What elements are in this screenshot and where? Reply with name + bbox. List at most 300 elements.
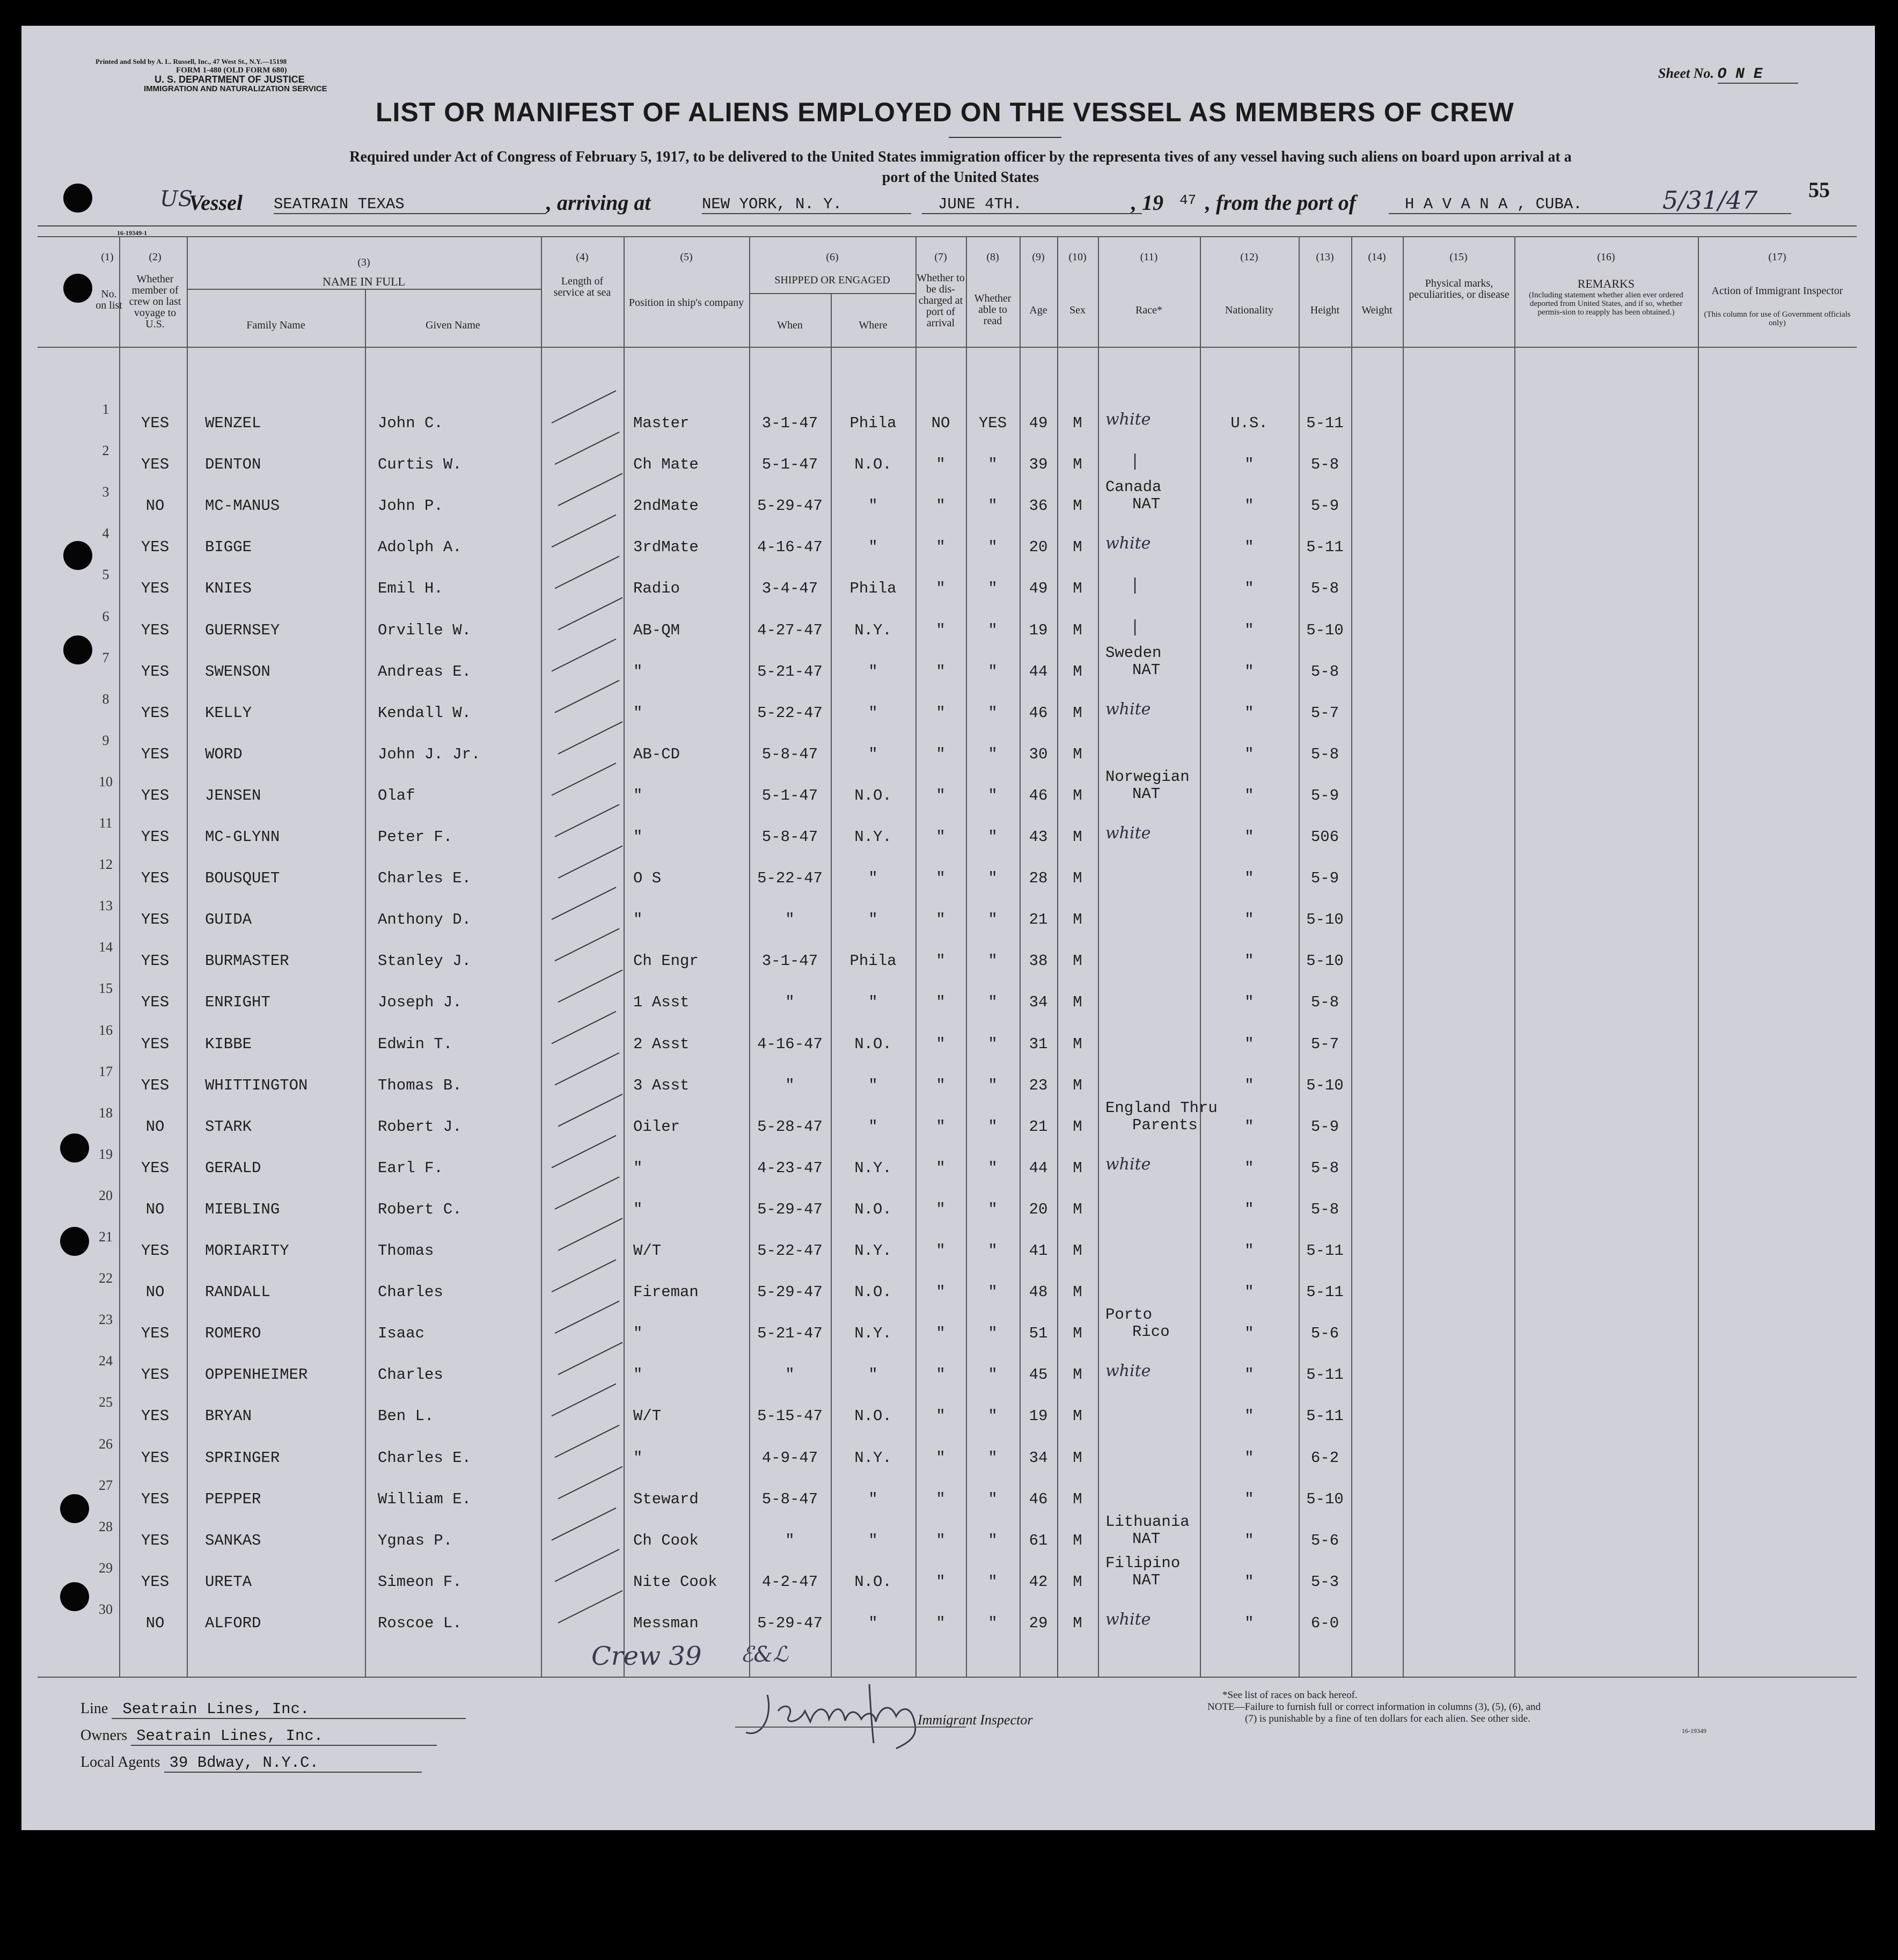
length-of-service-marks xyxy=(541,348,624,1677)
cell-sex: M xyxy=(1073,662,1082,681)
table-row xyxy=(21,1099,1875,1146)
cell-family: URETA xyxy=(205,1573,252,1591)
cell-height: 5-11 xyxy=(1306,538,1344,557)
cell-member: YES xyxy=(141,704,170,722)
col-action: Action of Immigrant Inspector xyxy=(1711,285,1843,297)
cell-age: 23 xyxy=(1029,1076,1048,1094)
cell-sex: M xyxy=(1073,745,1082,763)
cell-height: 5-10 xyxy=(1306,911,1344,929)
cell-race: white xyxy=(1105,824,1151,843)
cell-when: " xyxy=(785,911,795,929)
cell-age: 41 xyxy=(1029,1242,1048,1260)
col-age: Age xyxy=(1029,304,1047,316)
cell-race: | xyxy=(1132,451,1138,471)
row-number: 30 xyxy=(99,1601,113,1617)
cell-when: 5-29-47 xyxy=(757,497,823,515)
cell-given: Charles xyxy=(378,1366,443,1384)
cell-race: white xyxy=(1105,1154,1151,1174)
cell-race: | xyxy=(1132,575,1138,595)
cell-given: Charles E. xyxy=(378,1449,472,1467)
cell-when: 4-16-47 xyxy=(757,538,823,557)
service-slash-mark xyxy=(555,556,619,588)
cell-given: Charles E. xyxy=(378,869,472,888)
cell-sex: M xyxy=(1073,497,1082,515)
row-number: 29 xyxy=(99,1560,113,1576)
cell-family: KNIES xyxy=(205,580,252,598)
cell-given: Robert C. xyxy=(378,1200,462,1218)
cell-nationality: " xyxy=(1244,621,1254,639)
col-nationality: Nationality xyxy=(1225,304,1273,316)
row-number: 16 xyxy=(99,1022,113,1038)
cell-family: RANDALL xyxy=(205,1283,270,1301)
cell-family: DENTON xyxy=(205,456,261,474)
cell-nationality: " xyxy=(1244,1407,1254,1425)
cell-race: Filipino NAT xyxy=(1105,1554,1181,1589)
cell-height: 5-7 xyxy=(1310,1035,1339,1053)
cell-age: 46 xyxy=(1029,704,1048,722)
service-slash-mark xyxy=(555,805,619,837)
cell-given: Earl F. xyxy=(378,1159,443,1177)
line-value: Seatrain Lines, Inc. xyxy=(112,1700,466,1719)
cell-discharged: " xyxy=(936,1573,946,1591)
cell-when: 5-28-47 xyxy=(757,1117,823,1136)
cell-age: 29 xyxy=(1029,1614,1048,1632)
cell-family: WORD xyxy=(205,745,243,763)
cell-discharged: " xyxy=(936,745,946,763)
service-slash-mark xyxy=(558,970,622,1002)
cell-given: Ygnas P. xyxy=(378,1531,453,1549)
cell-nationality: " xyxy=(1244,1076,1254,1094)
cell-when: 4-23-47 xyxy=(757,1159,823,1177)
cell-age: 49 xyxy=(1029,580,1048,598)
cell-nationality: " xyxy=(1244,1200,1254,1218)
owners-label: Owners xyxy=(80,1727,128,1744)
row-number: 12 xyxy=(99,857,113,873)
cell-discharged: " xyxy=(936,704,946,722)
cell-position: Fireman xyxy=(633,1283,699,1301)
cell-discharged: " xyxy=(936,1614,946,1632)
cell-given: Kendall W. xyxy=(378,704,472,722)
cell-given: Peter F. xyxy=(378,828,453,846)
cell-read: " xyxy=(988,1490,998,1508)
punch-hole xyxy=(63,274,92,303)
cell-read: " xyxy=(988,993,998,1012)
cell-given: Isaac xyxy=(378,1325,425,1343)
service-slash-mark xyxy=(555,681,619,713)
cell-read: " xyxy=(988,1614,998,1632)
col-action-note: (This column for use of Government officials only) xyxy=(1704,310,1851,327)
cell-given: Anthony D. xyxy=(378,911,472,929)
cell-where: Phila xyxy=(849,414,897,432)
service-slash-mark xyxy=(555,928,619,961)
row-number: 13 xyxy=(99,898,113,914)
cell-height: 5-7 xyxy=(1310,704,1339,722)
cell-sex: M xyxy=(1073,538,1082,557)
cell-height: 506 xyxy=(1310,828,1339,846)
cell-when: " xyxy=(785,1076,795,1094)
cell-position: O S xyxy=(633,869,662,888)
cell-nationality: " xyxy=(1244,538,1254,557)
cell-discharged: " xyxy=(936,538,946,557)
cell-given: Thomas xyxy=(378,1242,434,1260)
service-slash-mark xyxy=(558,1342,622,1374)
cell-read: " xyxy=(988,1035,998,1053)
col-family-name: Family Name xyxy=(246,319,305,331)
cell-discharged: " xyxy=(936,869,946,888)
crew-note-initials: ℰ&ℒ xyxy=(741,1642,788,1667)
col-weight: Weight xyxy=(1361,304,1393,316)
cell-nationality: " xyxy=(1244,828,1254,846)
table-row xyxy=(21,898,1875,939)
row-number: 8 xyxy=(102,691,109,707)
owners-value: Seatrain Lines, Inc. xyxy=(131,1727,437,1746)
form-header xyxy=(96,57,428,93)
cell-sex: M xyxy=(1073,1117,1082,1136)
cell-nationality: " xyxy=(1244,869,1254,888)
cell-sex: M xyxy=(1073,828,1082,846)
cell-family: BURMASTER xyxy=(205,952,289,970)
cell-age: 44 xyxy=(1029,1159,1048,1177)
cell-position: " xyxy=(633,1159,643,1177)
cell-member: YES xyxy=(141,952,170,970)
cell-nationality: " xyxy=(1244,580,1254,598)
cell-member: YES xyxy=(141,456,170,474)
row-number: 24 xyxy=(99,1353,113,1369)
cell-when: 4-2-47 xyxy=(761,1573,818,1591)
cell-read: " xyxy=(988,1407,998,1425)
row-number: 15 xyxy=(99,981,113,997)
cell-age: 30 xyxy=(1029,745,1048,763)
cell-member: NO xyxy=(145,1117,165,1136)
cell-position: Master xyxy=(633,414,690,432)
cell-read: " xyxy=(988,786,998,805)
cell-member: YES xyxy=(141,745,170,763)
cell-height: 5-9 xyxy=(1310,786,1339,805)
cell-family: MC-MANUS xyxy=(205,497,280,515)
col-race: Race* xyxy=(1135,304,1162,316)
cell-given: Joseph J. xyxy=(378,993,462,1012)
cell-sex: M xyxy=(1073,1035,1082,1053)
cell-position: " xyxy=(633,662,643,681)
cell-given: Emil H. xyxy=(378,580,443,598)
cell-height: 5-8 xyxy=(1310,662,1339,681)
table-row xyxy=(21,767,1875,815)
cell-age: 48 xyxy=(1029,1283,1048,1301)
cell-when: 5-29-47 xyxy=(757,1614,823,1632)
cell-read: " xyxy=(988,1531,998,1549)
cell-age: 42 xyxy=(1029,1573,1048,1591)
cell-age: 21 xyxy=(1029,911,1048,929)
service-slash-mark xyxy=(558,1218,622,1250)
service-slash-mark xyxy=(558,846,622,878)
cell-height: 6-2 xyxy=(1310,1449,1339,1467)
table-row xyxy=(21,1146,1875,1187)
cell-nationality: " xyxy=(1244,1531,1254,1549)
service-slash-mark xyxy=(552,1508,616,1540)
cell-member: YES xyxy=(141,538,170,557)
service-slash-mark xyxy=(552,1384,616,1416)
cell-when: 3-4-47 xyxy=(761,580,818,598)
service-slash-mark xyxy=(552,1012,616,1044)
cell-member: YES xyxy=(141,1242,170,1260)
cell-position: Ch Mate xyxy=(633,456,699,474)
row-number: 19 xyxy=(99,1146,113,1162)
cell-family: KELLY xyxy=(205,704,252,722)
cell-read: " xyxy=(988,497,998,515)
cell-nationality: " xyxy=(1244,456,1254,474)
cell-nationality: " xyxy=(1244,1449,1254,1467)
cell-family: ROMERO xyxy=(205,1325,261,1343)
cell-read: " xyxy=(988,621,998,639)
cell-member: YES xyxy=(141,1531,170,1549)
cell-sex: M xyxy=(1073,1076,1082,1094)
row-number: 1 xyxy=(102,401,109,417)
cell-discharged: " xyxy=(936,1076,946,1094)
cell-read: " xyxy=(988,704,998,722)
cell-race: Lithuania NAT xyxy=(1105,1512,1190,1548)
cell-where: N.O. xyxy=(854,1283,892,1301)
table-row xyxy=(21,1436,1875,1477)
cell-discharged: " xyxy=(936,1531,946,1549)
service-slash-mark xyxy=(555,1177,619,1209)
row-number: 18 xyxy=(99,1105,113,1121)
cell-when: 5-1-47 xyxy=(761,786,818,805)
cell-age: 28 xyxy=(1029,869,1048,888)
row-number: 6 xyxy=(102,608,109,624)
cell-where: N.O. xyxy=(854,1407,892,1425)
cell-where: N.Y. xyxy=(854,1242,892,1260)
cell-read: " xyxy=(988,745,998,763)
cell-member: YES xyxy=(141,1159,170,1177)
table-row xyxy=(21,567,1875,608)
col-sex: Sex xyxy=(1069,304,1086,316)
cell-where: " xyxy=(868,704,878,722)
cell-discharged: " xyxy=(936,911,946,929)
cell-family: GUERNSEY xyxy=(205,621,280,639)
cell-age: 61 xyxy=(1029,1531,1048,1549)
cell-age: 51 xyxy=(1029,1325,1048,1343)
cell-height: 5-8 xyxy=(1310,993,1339,1012)
page-title: LIST OR MANIFEST OF ALIENS EMPLOYED ON THE VESSEL AS MEMBERS OF CREW xyxy=(376,97,1514,127)
cell-member: YES xyxy=(141,786,170,805)
row-number: 4 xyxy=(102,525,109,542)
cell-height: 5-10 xyxy=(1306,1076,1344,1094)
cell-nationality: " xyxy=(1244,1325,1254,1343)
cell-read: " xyxy=(988,1283,998,1301)
cell-race: England Thru Parents xyxy=(1105,1099,1218,1134)
cell-discharged: " xyxy=(936,1325,946,1343)
cell-family: KIBBE xyxy=(205,1035,252,1053)
cell-where: Phila xyxy=(849,952,897,970)
col-member: Whether member of crew on last voyage to U.S. xyxy=(129,273,181,330)
cell-position: 3 Asst xyxy=(633,1076,690,1094)
cell-sex: M xyxy=(1073,1159,1082,1177)
col-position: Position in ship's company xyxy=(628,297,744,309)
cell-family: MIEBLING xyxy=(205,1200,280,1218)
cell-given: Thomas B. xyxy=(378,1076,462,1094)
cell-age: 20 xyxy=(1029,538,1048,557)
cell-member: YES xyxy=(141,911,170,929)
cell-position: W/T xyxy=(633,1407,662,1425)
row-number: 27 xyxy=(99,1477,113,1493)
cell-discharged: " xyxy=(936,786,946,805)
cell-given: John P. xyxy=(378,497,443,515)
cell-read: " xyxy=(988,1242,998,1260)
cell-height: 5-11 xyxy=(1306,414,1344,432)
vessel-label: Vessel xyxy=(189,191,243,215)
cell-member: NO xyxy=(145,1200,165,1218)
cell-read: " xyxy=(988,1573,998,1591)
cell-discharged: " xyxy=(936,456,946,474)
table-row xyxy=(21,1022,1875,1063)
cell-family: ALFORD xyxy=(205,1614,261,1632)
cell-discharged: NO xyxy=(931,414,950,432)
col-discharged: Whether to be dis-charged at port of arrival xyxy=(917,272,965,329)
cell-position: Ch Cook xyxy=(633,1531,699,1549)
cell-position: AB-CD xyxy=(633,745,680,763)
cell-age: 38 xyxy=(1029,952,1048,970)
cell-sex: M xyxy=(1073,911,1082,929)
cell-discharged: " xyxy=(936,1366,946,1384)
cell-discharged: " xyxy=(936,1449,946,1467)
cell-where: " xyxy=(868,1490,878,1508)
cell-member: YES xyxy=(141,1490,170,1508)
cell-given: John J. Jr. xyxy=(378,745,481,763)
cell-discharged: " xyxy=(936,1200,946,1218)
cell-race: white xyxy=(1105,699,1151,719)
cell-height: 5-11 xyxy=(1306,1242,1344,1260)
cell-race: Norwegian NAT xyxy=(1105,767,1190,803)
crew-count-note: Crew 39 xyxy=(591,1641,702,1671)
cell-position: 2ndMate xyxy=(633,497,699,515)
table-row xyxy=(21,981,1875,1021)
cell-race: Canada NAT xyxy=(1105,478,1162,514)
cell-given: Roscoe L. xyxy=(378,1614,462,1632)
service-slash-mark xyxy=(558,722,622,754)
cell-family: WHITTINGTON xyxy=(205,1076,308,1094)
cell-nationality: " xyxy=(1244,993,1254,1012)
cell-height: 5-10 xyxy=(1306,1490,1344,1508)
cell-nationality: " xyxy=(1244,1117,1254,1136)
cell-age: 44 xyxy=(1029,662,1048,681)
handwritten-date: 5/31/47 xyxy=(1662,186,1758,215)
row-number: 20 xyxy=(99,1187,113,1203)
col-when: When xyxy=(777,319,803,331)
cell-where: N.O. xyxy=(854,1200,892,1218)
cell-height: 5-3 xyxy=(1310,1573,1339,1591)
agents-value: 39 Bdway, N.Y.C. xyxy=(164,1754,422,1773)
cell-discharged: " xyxy=(936,1490,946,1508)
cell-age: 39 xyxy=(1029,456,1048,474)
cell-read: " xyxy=(988,1076,998,1094)
cell-age: 19 xyxy=(1029,621,1048,639)
page-number: 55 xyxy=(1808,178,1830,202)
cell-given: Curtis W. xyxy=(378,456,462,474)
table-row xyxy=(21,691,1875,732)
cell-member: YES xyxy=(141,1076,170,1094)
cell-given: Ben L. xyxy=(378,1407,434,1425)
cell-age: 43 xyxy=(1029,828,1048,846)
cell-family: MORIARITY xyxy=(205,1242,289,1260)
cell-nationality: " xyxy=(1244,745,1254,763)
cell-member: YES xyxy=(141,869,170,888)
header-rule xyxy=(38,225,1857,226)
cell-member: NO xyxy=(145,497,165,515)
cell-where: N.Y. xyxy=(854,621,892,639)
service-slash-mark xyxy=(555,1053,619,1085)
cell-family: STARK xyxy=(205,1117,252,1136)
cell-read: " xyxy=(988,1200,998,1218)
cell-position: 2 Asst xyxy=(633,1035,690,1053)
cell-family: BRYAN xyxy=(205,1407,252,1425)
form-code: 16-19349-1 xyxy=(117,229,147,237)
cell-discharged: " xyxy=(936,497,946,515)
cell-where: N.O. xyxy=(854,1573,892,1591)
requirement-text: Required under Act of Congress of February 5, 1917, to be delivered to the United States immigration officer by the representa tives of any vessel having such aliens on board upon arrival at a port of the United States xyxy=(349,149,1572,186)
department: U. S. DEPARTMENT OF JUSTICE xyxy=(155,74,305,85)
col-remarks-note: (Including statement whether alien ever ordered deported from United States, and if so, whether permis-sion to reapply has been obtained.) xyxy=(1529,291,1683,317)
cell-age: 34 xyxy=(1029,993,1048,1012)
cell-when: 5-22-47 xyxy=(757,869,823,888)
cell-position: " xyxy=(633,1325,643,1343)
row-number: 9 xyxy=(102,732,109,748)
cell-nationality: " xyxy=(1244,704,1254,722)
cell-given: Adolph A. xyxy=(378,538,462,557)
cell-discharged: " xyxy=(936,662,946,681)
col-length-of-service: Length of service at sea xyxy=(553,275,611,298)
footer-owner-block xyxy=(80,1677,488,1784)
cell-where: " xyxy=(868,1366,878,1384)
cell-family: GERALD xyxy=(205,1159,261,1177)
cell-when: 4-27-47 xyxy=(757,621,823,639)
cell-given: Charles xyxy=(378,1283,443,1301)
table-row xyxy=(21,1478,1875,1518)
cell-sex: M xyxy=(1073,952,1082,970)
cell-nationality: " xyxy=(1244,497,1254,515)
cell-member: YES xyxy=(141,1449,170,1467)
col-no-on-list: No. on list xyxy=(96,288,122,311)
from-label: , from the port of xyxy=(1205,191,1357,215)
cell-height: 5-6 xyxy=(1310,1531,1339,1549)
cell-where: " xyxy=(868,1614,878,1632)
cell-sex: M xyxy=(1073,456,1082,474)
cell-sex: M xyxy=(1073,786,1082,805)
row-number: 10 xyxy=(99,773,113,789)
vessel-name: SEATRAIN TEXAS xyxy=(274,195,546,214)
cell-discharged: " xyxy=(936,1407,946,1425)
cell-sex: M xyxy=(1073,1490,1082,1508)
cell-given: Stanley J. xyxy=(378,952,472,970)
table-row xyxy=(21,443,1875,484)
cell-age: 46 xyxy=(1029,1490,1048,1508)
cell-race: white xyxy=(1105,410,1151,429)
cell-read: " xyxy=(988,869,998,888)
row-number: 28 xyxy=(99,1518,113,1534)
table-row xyxy=(21,733,1875,773)
cell-position: " xyxy=(633,1200,643,1218)
cell-where: " xyxy=(868,993,878,1012)
service-slash-mark xyxy=(555,1425,619,1458)
cell-where: " xyxy=(868,662,878,681)
cell-nationality: " xyxy=(1244,1035,1254,1053)
cell-family: BIGGE xyxy=(205,538,252,557)
cell-read: " xyxy=(988,952,998,970)
cell-nationality: " xyxy=(1244,1159,1254,1177)
table-row xyxy=(21,939,1875,980)
cell-nationality: U.S. xyxy=(1230,414,1268,432)
cell-family: BOUSQUET xyxy=(205,869,280,888)
cell-height: 5-10 xyxy=(1306,952,1344,970)
